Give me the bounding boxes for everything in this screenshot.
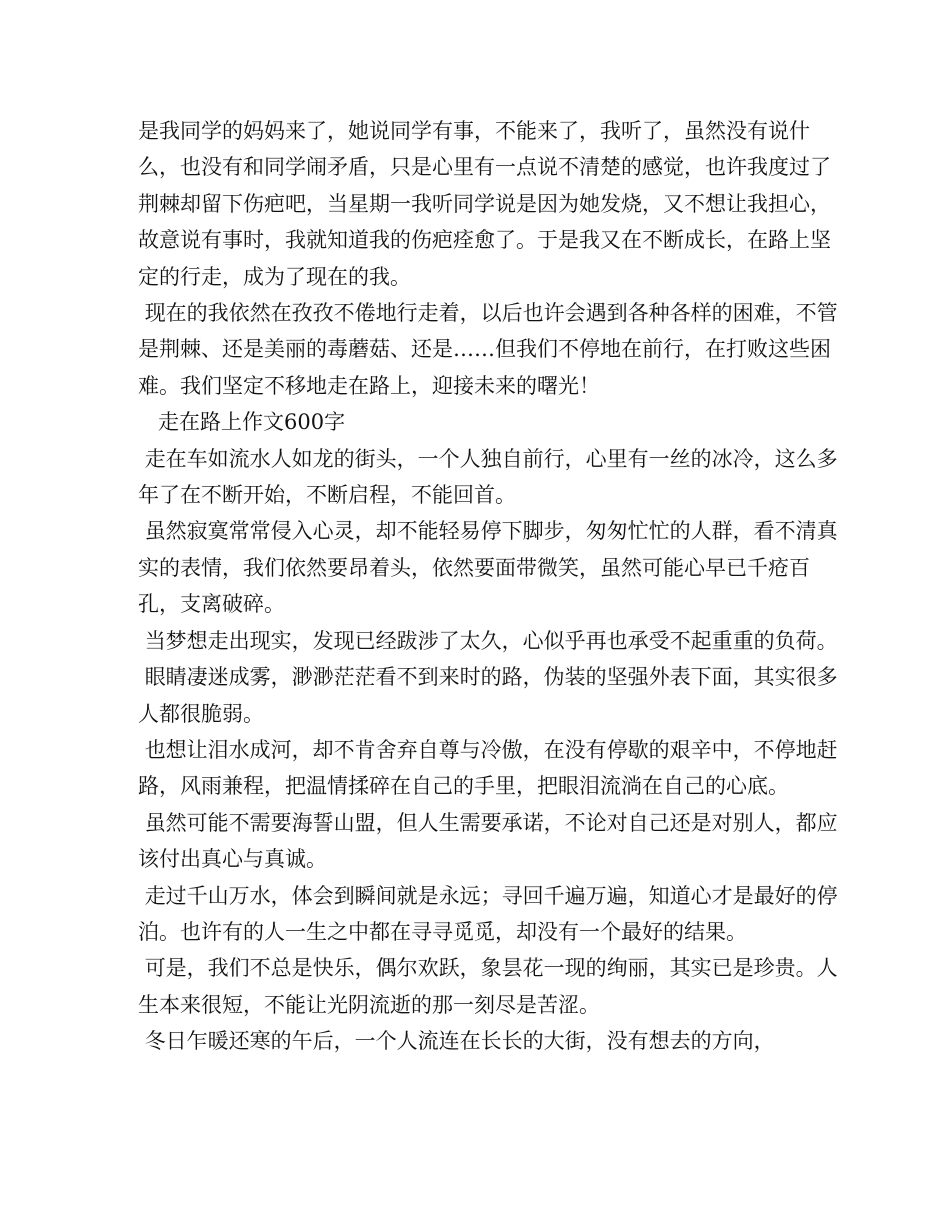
paragraph: 当梦想走出现实，发现已经跋涉了太久，心似乎再也承受不起重重的负荷。 [138, 628, 838, 653]
section-title: 走在路上作文600字 [138, 410, 346, 435]
paragraph: 眼睛凄迷成雾，渺渺茫茫看不到来时的路，伪装的坚强外表下面，其实很多人都很脆弱。 [138, 665, 838, 726]
paragraph: 虽然可能不需要海誓山盟，但人生需要承诺，不论对自己还是对别人，都应该付出真心与真诚。 [138, 810, 838, 872]
document-body [138, 113, 838, 1060]
paragraph: 是我同学的妈妈来了，她说同学有事，不能来了，我听了，虽然没有说什么，也没有和同学闹矛盾，只是心里有一点说不清楚的感觉，也许我度过了荆棘却留下伤疤吧，当星期一我听同学说是因为她发烧，又不想让我担心，故意说有事时，我就知道我的伤疤痊愈了。于是我又在不断成长，在路上坚定的行走，成为了现在的我。 [138, 119, 831, 289]
paragraph: 现在的我依然在孜孜不倦地行走着，以后也许会遇到各种各样的困难，不管是荆棘、还是美丽的毒蘑菇、还是……但我们不停地在前行，在打败这些困难。我们坚定不移地走在路上，迎接未来的曙光！ [138, 301, 838, 398]
paragraph: 走在车如流水人如龙的街头，一个人独自前行，心里有一丝的冰冷，这么多年了在不断开始，不断启程，不能回首。 [138, 446, 838, 508]
paragraph: 走过千山万水，体会到瞬间就是永远；寻回千遍万遍，知道心才是最好的停泊。也许有的人一生之中都在寻寻觅觅，却没有一个最好的结果。 [138, 883, 838, 944]
paragraph: 虽然寂寞常常侵入心灵，却不能轻易停下脚步，匆匆忙忙的人群，看不清真实的表情，我们依然要昂着头，依然要面带微笑，虽然可能心早已千疮百孔，支离破碎。 [138, 519, 838, 617]
paragraph: 可是，我们不总是快乐，偶尔欢跃，象昙花一现的绚丽，其实已是珍贵。人生本来很短，不能让光阴流逝的那一刻尽是苦涩。 [138, 956, 838, 1017]
paragraph: 冬日乍暖还寒的午后，一个人流连在长长的大街，没有想去的方向， [138, 1029, 775, 1054]
paragraph: 也想让泪水成河，却不肯舍弃自尊与冷傲，在没有停歇的艰辛中，不停地赶路，风雨兼程，把温情揉碎在自己的手里，把眼泪流淌在自己的心底。 [138, 737, 838, 799]
